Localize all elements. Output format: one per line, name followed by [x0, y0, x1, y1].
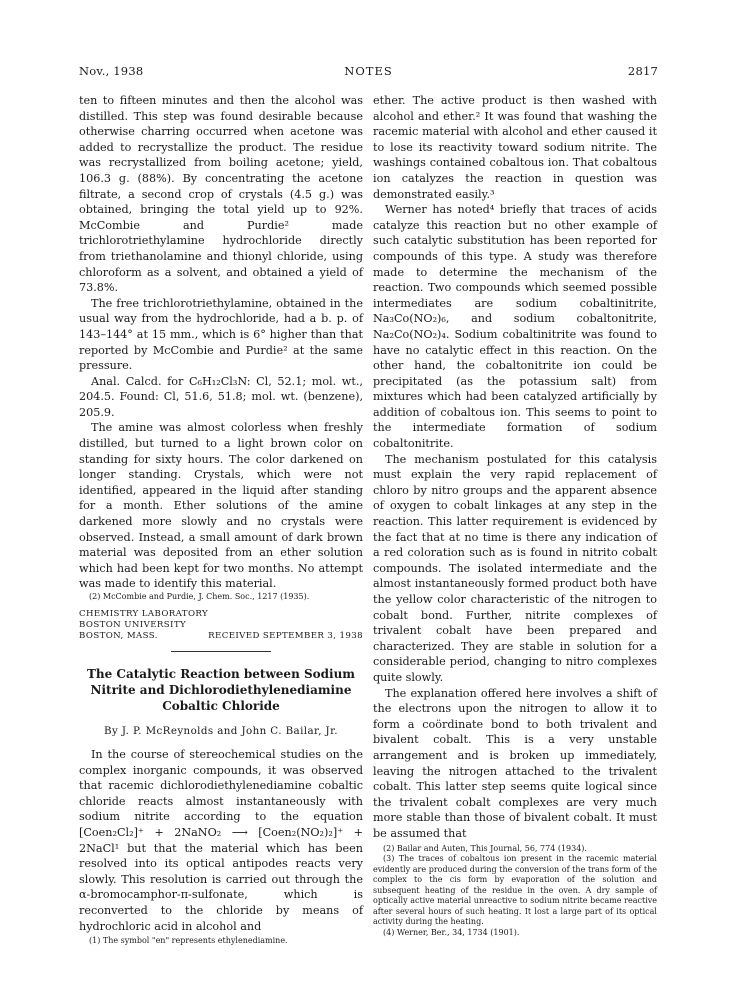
left-column — [79, 93, 363, 947]
footnote: (2) Bailar and Auten, This Journal, 56, 774 (1934). — [383, 843, 587, 853]
byline: By J. P. McReynolds and John C. Bailar, Jr. — [104, 724, 338, 737]
paragraph: The explanation offered here involves a shift of the electrons upon the nitrogen to allow it to form a coördinate bond to both trivalent and bivalent cobalt. This is a very unstable arrangement and is broken up immediately, leaving the nitrogen attached to the trivalent cobalt. This latter step seems quite logical since the trivalent cobalt complexes are very much more stable than those of bivalent cobalt. It must be assumed that — [373, 686, 657, 840]
article-title: The Catalytic Reaction between Sodium Nitrite and Dichlorodiethylenediamine Cobaltic Chloride — [86, 666, 356, 713]
paragraph: The free trichlorotriethylamine, obtained in the usual way from the hydrochloride, had a b. p. of 143–144° at 15 mm., which is 6° higher than that reported by McCombie and Purdie² at the same pressure. — [79, 296, 363, 373]
paragraph: In the course of stereochemical studies on the complex inorganic compounds, it was observed that racemic dichlorodiethylenediamine cobaltic chloride reacts almost instantaneously with sodium nitrite according to the equation [Coen₂Cl₂]⁺ + 2NaNO₂ ⟶ [Coen₂(NO₂)₂]⁺ + 2NaCl¹ but that the material which has been resolved into its optical antipodes reacts very slowly. This resolution is carried out through the α-bromocamphor-π-sulfonate, which is reconverted to the chloride by means of hydrochloric acid in alcohol and — [79, 748, 363, 933]
sig-row — [79, 631, 363, 642]
footnote: (4) Werner, Ber., 34, 1734 (1901). — [383, 927, 520, 937]
sig-university: BOSTON UNIVERSITY — [79, 619, 187, 630]
header-section: NOTES — [344, 64, 393, 78]
section-divider — [171, 651, 271, 652]
sig-laboratory: CHEMISTRY LABORATORY — [79, 608, 209, 619]
paragraph: Werner has noted⁴ briefly that traces of acids catalyze this reaction but no other example of such catalytic substitution has been reported for compounds of this type. A study was therefore made to determine the mechanism of the reaction. Two compounds which seemed possible intermediates are sodium cobaltinitrite, Na₃Co(NO₂)₆, and sodium cobaltonitrite, Na₂Co(NO₂)₄. Sodium cobaltinitrite was found to have no catalytic effect in this reaction. On the other hand, the cobaltonitrite ion could be precipitated (as the potassium salt) from mixtures which had been catalyzed artificially by addition of cobaltous ion. This seems to point to the intermediate formation of sodium cobaltonitrite. — [373, 203, 657, 451]
sig-city: BOSTON, MASS. — [79, 630, 158, 641]
footnote: (1) The symbol "en" represents ethylenediamine. — [89, 936, 288, 946]
paragraph: The mechanism postulated for this catalysis must explain the very rapid replacement of chloro by nitro groups and the apparent absence of oxygen to cobalt linkages at any step in the reaction. This latter requirement is evidenced by the fact that at no time is there any indication of a red coloration such as is found in nitrito cobalt compounds. The isolated intermediate and the almost instantaneously formed product both have the yellow color characteristic of the nitrogen to cobalt bond. Further, nitrite complexes of trivalent cobalt have been prepared and characterized. They are stable in solution for a considerable period, changing to nitro complexes quite slowly. — [373, 452, 657, 684]
paragraph: ether. The active product is then washed with alcohol and ether.² It was found that washing the racemic material with alcohol and ether caused it to lose its reactivity toward sodium nitrite. The washings contained cobaltous ion. That cobaltous ion catalyzes the reaction in question was demonstrated easily.³ — [373, 94, 657, 201]
paragraph: The amine was almost colorless when freshly distilled, but turned to a light brown color on standing for sixty hours. The color darkened on longer standing. Crystals, which were not identified, appeared in the liquid after standing for a month. Ether solutions of the amine darkened more slowly and no crystals were observed. Instead, a small amount of dark brown material was deposited from an ether solution which had been kept for two months. No attempt was made to identify this material. — [79, 421, 363, 591]
paragraph: ten to fifteen minutes and then the alcohol was distilled. This step was found desirable because otherwise charring occurred when acetone was added to recrystallize the product. The residue was recrystallized from boiling acetone; yield, 106.3 g. (88%). By concentrating the acetone filtrate, a second crop of crystals (4.5 g.) was obtained, bringing the total yield up to 92%. McCombie and Purdie² made trichlorotriethylamine hydrochloride directly from triethanolamine and thionyl chloride, using chloroform as a solvent, and obtained a yield of 73.8%. — [79, 94, 363, 295]
analysis-paragraph: Anal. Calcd. for C₆H₁₂Cl₃N: Cl, 52.1; mol. wt., 204.5. Found: Cl, 51.6, 51.8; mol. wt. (benzene), 205.9. — [79, 374, 363, 419]
signature-block — [79, 609, 363, 642]
page-number: 2817 — [627, 64, 658, 78]
footnotes — [373, 844, 657, 939]
right-column — [373, 93, 657, 938]
received-date: RECEIVED SEPTEMBER 3, 1938 — [208, 630, 363, 641]
header-date: Nov., 1938 — [79, 64, 144, 78]
footnote: (2) McCombie and Purdie, J. Chem. Soc., 1217 (1935). — [89, 592, 310, 601]
footnote: (3) The traces of cobaltous ion present in the racemic material evidently are produced during the conversion of the trans form of the complex to the cis form by evaporation of the solution and subsequent heating of the residue in the oven. A dry sample of optically active material unreactive to sodium nitrite became reactive after several hours of such heating. It lost a large part of its optical activity during the heating. — [373, 854, 657, 926]
